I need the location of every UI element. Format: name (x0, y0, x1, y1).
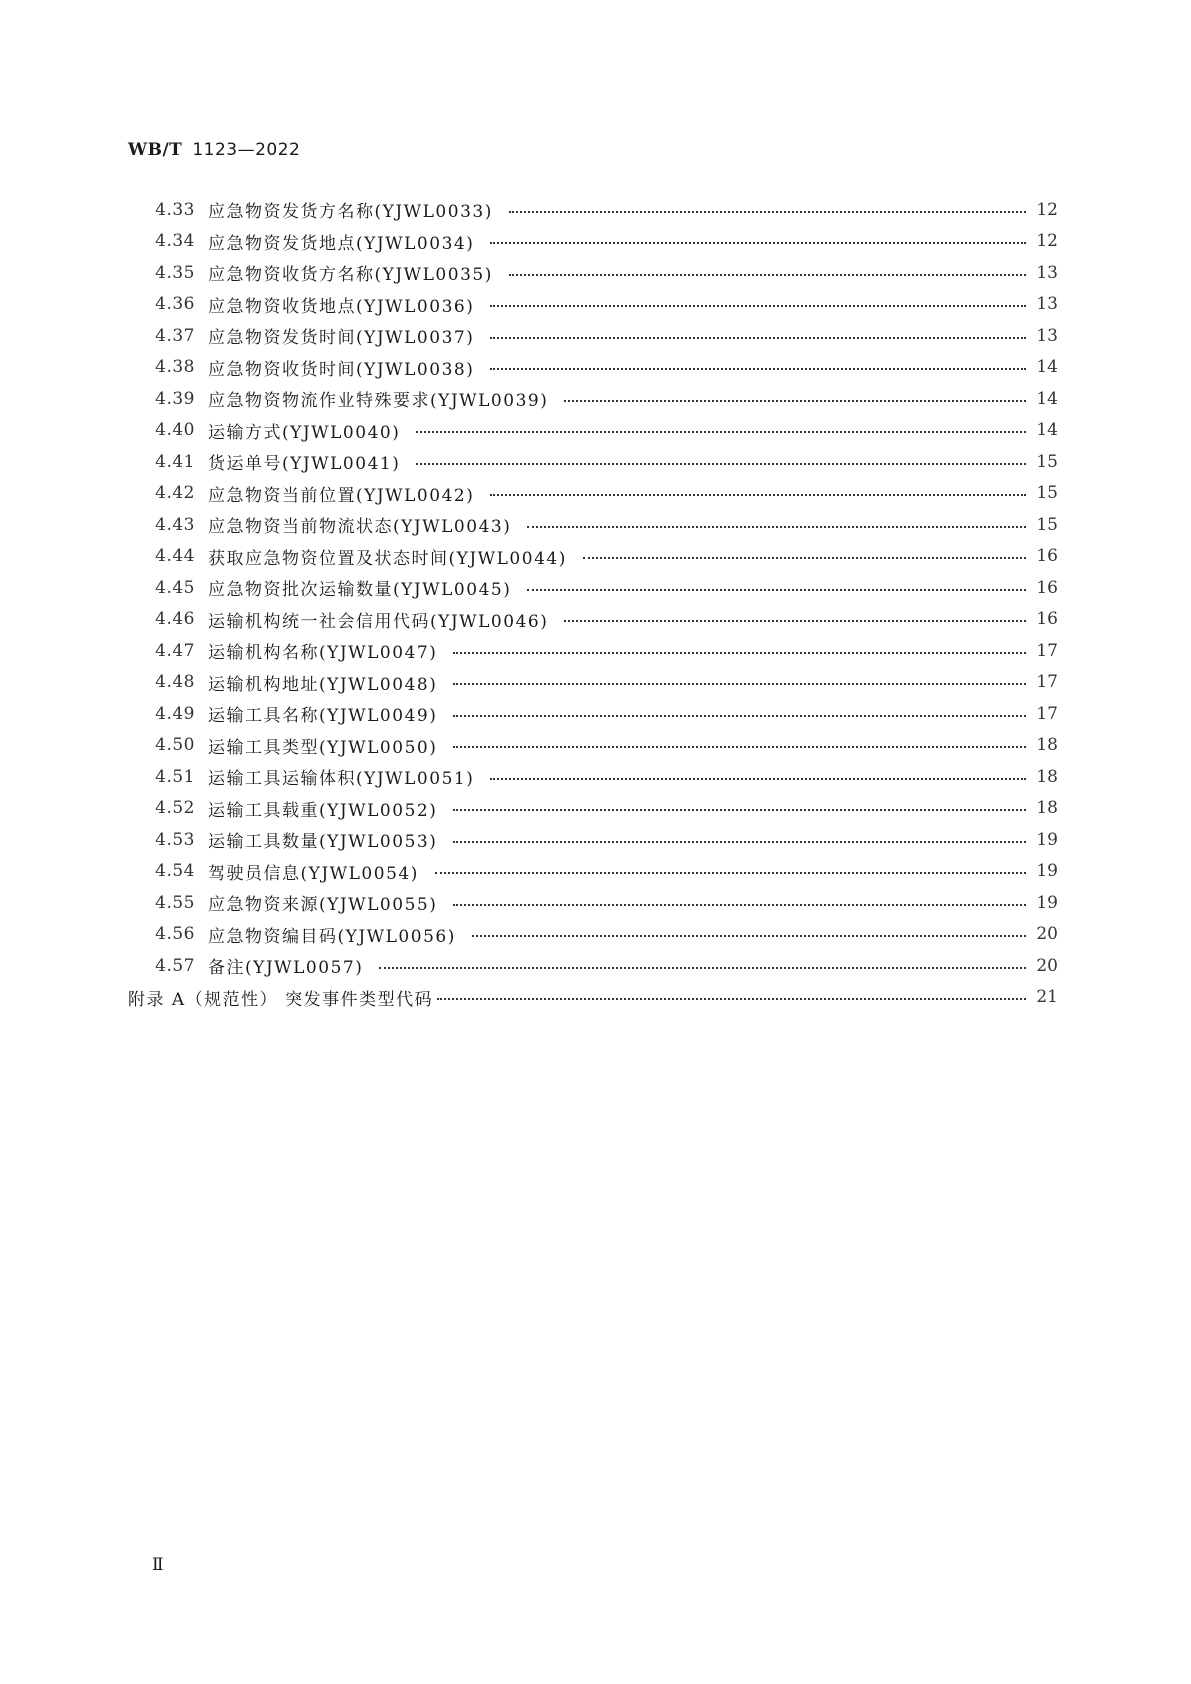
toc-entry[interactable] (128, 541, 1058, 573)
toc-entry-page: 13 (1036, 262, 1058, 283)
dot-leader (509, 274, 1026, 276)
toc-entry-number: 4.47 (155, 640, 195, 661)
toc-entry-page: 17 (1036, 640, 1058, 661)
toc-entry-page: 18 (1036, 798, 1058, 819)
dot-leader (583, 557, 1026, 559)
dot-leader (453, 683, 1026, 685)
toc-entry-number: 4.34 (155, 231, 195, 252)
toc-entry[interactable] (128, 257, 1058, 289)
toc-entry-title: 运输方式(YJWL0040) (208, 422, 401, 443)
toc-entry-title: 运输工具载重(YJWL0052) (208, 800, 438, 821)
toc-entry-page: 13 (1036, 325, 1058, 346)
toc-entry[interactable] (128, 856, 1058, 888)
toc-entry-number: 4.36 (155, 294, 195, 315)
toc-entry-page: 17 (1036, 672, 1058, 693)
dot-leader (416, 463, 1026, 465)
page-number: Ⅱ (152, 1555, 164, 1575)
toc-entry-number: 4.55 (155, 892, 195, 913)
toc-entry-page: 19 (1036, 861, 1058, 882)
toc-entry[interactable] (128, 730, 1058, 762)
toc-entry[interactable] (128, 352, 1058, 384)
toc-entry-number: 4.45 (155, 577, 195, 598)
dot-leader (527, 589, 1026, 591)
toc-entry-number: 4.39 (155, 388, 195, 409)
toc-entry[interactable] (128, 415, 1058, 447)
toc-entry-page: 14 (1036, 388, 1058, 409)
toc-entry[interactable] (128, 572, 1058, 604)
toc-entry-page: 16 (1036, 609, 1058, 630)
toc-entry-page: 19 (1036, 829, 1058, 850)
toc-entry-title: 运输工具数量(YJWL0053) (208, 832, 438, 853)
toc-entry[interactable] (128, 383, 1058, 415)
toc-entry-number: 4.41 (155, 451, 195, 472)
toc-entry[interactable] (128, 478, 1058, 510)
dot-leader (490, 242, 1026, 244)
dot-leader (435, 872, 1026, 874)
toc-entry-number: 4.48 (155, 672, 195, 693)
dot-leader (564, 620, 1026, 622)
toc-entry-number: 4.51 (155, 766, 195, 787)
toc-entry-number: 4.46 (155, 609, 195, 630)
toc-entry-page: 16 (1036, 577, 1058, 598)
toc-entry-title: 运输机构统一社会信用代码(YJWL0046) (208, 611, 549, 632)
toc-entry[interactable] (128, 509, 1058, 541)
dot-leader (472, 935, 1026, 937)
dot-leader (453, 715, 1026, 717)
toc-entry-page: 19 (1036, 892, 1058, 913)
dot-leader (453, 809, 1026, 811)
toc-entry-title: 应急物资收货时间(YJWL0038) (208, 359, 475, 380)
toc-entry-number: 4.57 (155, 955, 195, 976)
toc-entry-page: 12 (1036, 231, 1058, 252)
toc-entry-title: 应急物资当前位置(YJWL0042) (208, 485, 475, 506)
toc-entry-title: 运输工具运输体积(YJWL0051) (208, 769, 475, 790)
toc-entry-title: 应急物资收货地点(YJWL0036) (208, 296, 475, 317)
toc-entry-title: 应急物资发货时间(YJWL0037) (208, 328, 475, 349)
standard-number: 1123—2022 (192, 140, 301, 160)
toc-entry-number: 4.49 (155, 703, 195, 724)
toc-entry-title: 应急物资物流作业特殊要求(YJWL0039) (208, 391, 549, 412)
toc-entry-appendix-a[interactable] (128, 982, 1058, 1014)
toc-entry-page: 15 (1036, 451, 1058, 472)
dot-leader (564, 400, 1026, 402)
toc-entry[interactable] (128, 320, 1058, 352)
toc-entry[interactable] (128, 604, 1058, 636)
dot-leader (490, 305, 1026, 307)
dot-leader (490, 337, 1026, 339)
toc-entry-title: 附录 A（规范性） 突发事件类型代码 (128, 989, 434, 1010)
toc-entry-number: 4.38 (155, 357, 195, 378)
dot-leader (453, 841, 1026, 843)
toc-entry-number: 4.42 (155, 483, 195, 504)
toc-entry-page: 14 (1036, 357, 1058, 378)
toc-entry[interactable] (128, 446, 1058, 478)
toc-entry-number: 4.40 (155, 420, 195, 441)
toc-entry-page: 12 (1036, 199, 1058, 220)
toc-entry-title: 备注(YJWL0057) (208, 958, 364, 979)
dot-leader (527, 526, 1026, 528)
dot-leader (437, 998, 1026, 1000)
toc-entry-number: 4.56 (155, 924, 195, 945)
toc-entry[interactable] (128, 887, 1058, 919)
toc-entry-page: 18 (1036, 735, 1058, 756)
table-of-contents (128, 194, 1058, 1013)
toc-entry-title: 运输工具名称(YJWL0049) (208, 706, 438, 727)
toc-entry[interactable] (128, 226, 1058, 258)
toc-entry-number: 4.50 (155, 735, 195, 756)
toc-entry-title: 驾驶员信息(YJWL0054) (208, 863, 419, 884)
toc-entry-page: 17 (1036, 703, 1058, 724)
toc-entry-page: 16 (1036, 546, 1058, 567)
toc-entry-title: 应急物资收货方名称(YJWL0035) (208, 265, 493, 286)
toc-entry[interactable] (128, 793, 1058, 825)
dot-leader (379, 967, 1026, 969)
toc-entry[interactable] (128, 635, 1058, 667)
dot-leader (490, 778, 1026, 780)
toc-entry-title: 运输机构地址(YJWL0048) (208, 674, 438, 695)
toc-entry-page: 13 (1036, 294, 1058, 315)
toc-entry-page: 18 (1036, 766, 1058, 787)
dot-leader (453, 904, 1026, 906)
toc-entry[interactable] (128, 950, 1058, 982)
toc-entry[interactable] (128, 667, 1058, 699)
toc-entry-title: 应急物资当前物流状态(YJWL0043) (208, 517, 512, 538)
toc-entry-number: 4.52 (155, 798, 195, 819)
toc-entry-page: 20 (1036, 955, 1058, 976)
toc-entry-title: 应急物资发货地点(YJWL0034) (208, 233, 475, 254)
dot-leader (509, 211, 1026, 213)
toc-entry-title: 应急物资编目码(YJWL0056) (208, 926, 456, 947)
toc-entry-number: 4.53 (155, 829, 195, 850)
toc-entry-page: 14 (1036, 420, 1058, 441)
toc-entry-title: 应急物资批次运输数量(YJWL0045) (208, 580, 512, 601)
dot-leader (453, 652, 1026, 654)
toc-entry-page: 15 (1036, 483, 1058, 504)
dot-leader (490, 368, 1026, 370)
toc-entry-number: 4.35 (155, 262, 195, 283)
toc-entry[interactable] (128, 761, 1058, 793)
toc-entry-title: 获取应急物资位置及状态时间(YJWL0044) (208, 548, 567, 569)
toc-entry[interactable] (128, 698, 1058, 730)
dot-leader (490, 494, 1026, 496)
toc-entry-title: 运输工具类型(YJWL0050) (208, 737, 438, 758)
toc-entry[interactable] (128, 194, 1058, 226)
standard-code: WB/T (128, 140, 183, 160)
toc-entry[interactable] (128, 289, 1058, 321)
toc-entry-page: 20 (1036, 924, 1058, 945)
toc-entry-title: 应急物资来源(YJWL0055) (208, 895, 438, 916)
dot-leader (416, 431, 1026, 433)
toc-entry[interactable] (128, 824, 1058, 856)
toc-entry-number: 4.44 (155, 546, 195, 567)
toc-entry-number: 4.43 (155, 514, 195, 535)
dot-leader (453, 746, 1026, 748)
toc-entry-page: 15 (1036, 514, 1058, 535)
toc-entry-number: 4.37 (155, 325, 195, 346)
toc-entry-number: 4.33 (155, 199, 195, 220)
toc-entry-title: 运输机构名称(YJWL0047) (208, 643, 438, 664)
document-header (128, 140, 300, 160)
toc-entry-page: 21 (1036, 987, 1058, 1008)
toc-entry[interactable] (128, 919, 1058, 951)
toc-entry-number: 4.54 (155, 861, 195, 882)
toc-entry-title: 应急物资发货方名称(YJWL0033) (208, 202, 493, 223)
toc-entry-title: 货运单号(YJWL0041) (208, 454, 401, 475)
